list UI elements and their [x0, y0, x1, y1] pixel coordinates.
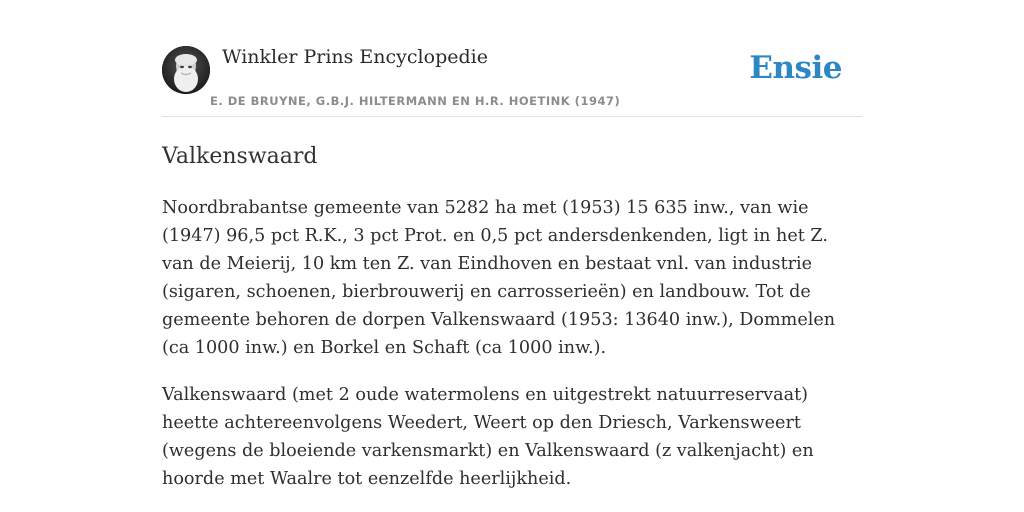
page: [162, 0, 862, 493]
page-header: [162, 0, 862, 117]
ensie-logo-link[interactable]: Ensie: [749, 50, 842, 86]
book-authors: E. DE BRUYNE, G.B.J. HILTERMANN EN H.R. HOETINK (1947): [210, 94, 621, 108]
entry-paragraph-2: Valkenswaard (met 2 oude watermolens en uitgestrekt natuurreservaat) heette achtereenvolgens Weedert, Weert op den Driesch, Varkensweert (wegens de bloeiende varkensmarkt) en Valkenswaard (z valkenjacht) en hoorde met Waalre tot eenzelfde heerlijkheid.: [162, 385, 814, 489]
author-avatar[interactable]: [162, 46, 210, 94]
book-title[interactable]: Winkler Prins Encyclopedie: [222, 46, 488, 68]
bearded-man-portrait-icon: [162, 46, 210, 94]
entry-paragraph-1: Noordbrabantse gemeente van 5282 ha met (1953) 15 635 inw., van wie (1947) 96,5 pct R.K., 3 pct Prot. en 0,5 pct andersdenkenden, ligt in het Z. van de Meierij, 10 km ten Z. van Eindhoven en bestaat vnl. van industrie (sigaren, schoenen, bierbrouwerij en carrosserieën) en landbouw. Tot de gemeente behoren de dorpen Valkenswaard (1953: 13640 inw.), Dommelen (ca 1000 inw.) en Borkel en Schaft (ca 1000 inw.).: [162, 198, 836, 358]
entry-title: Valkenswaard: [162, 144, 318, 169]
